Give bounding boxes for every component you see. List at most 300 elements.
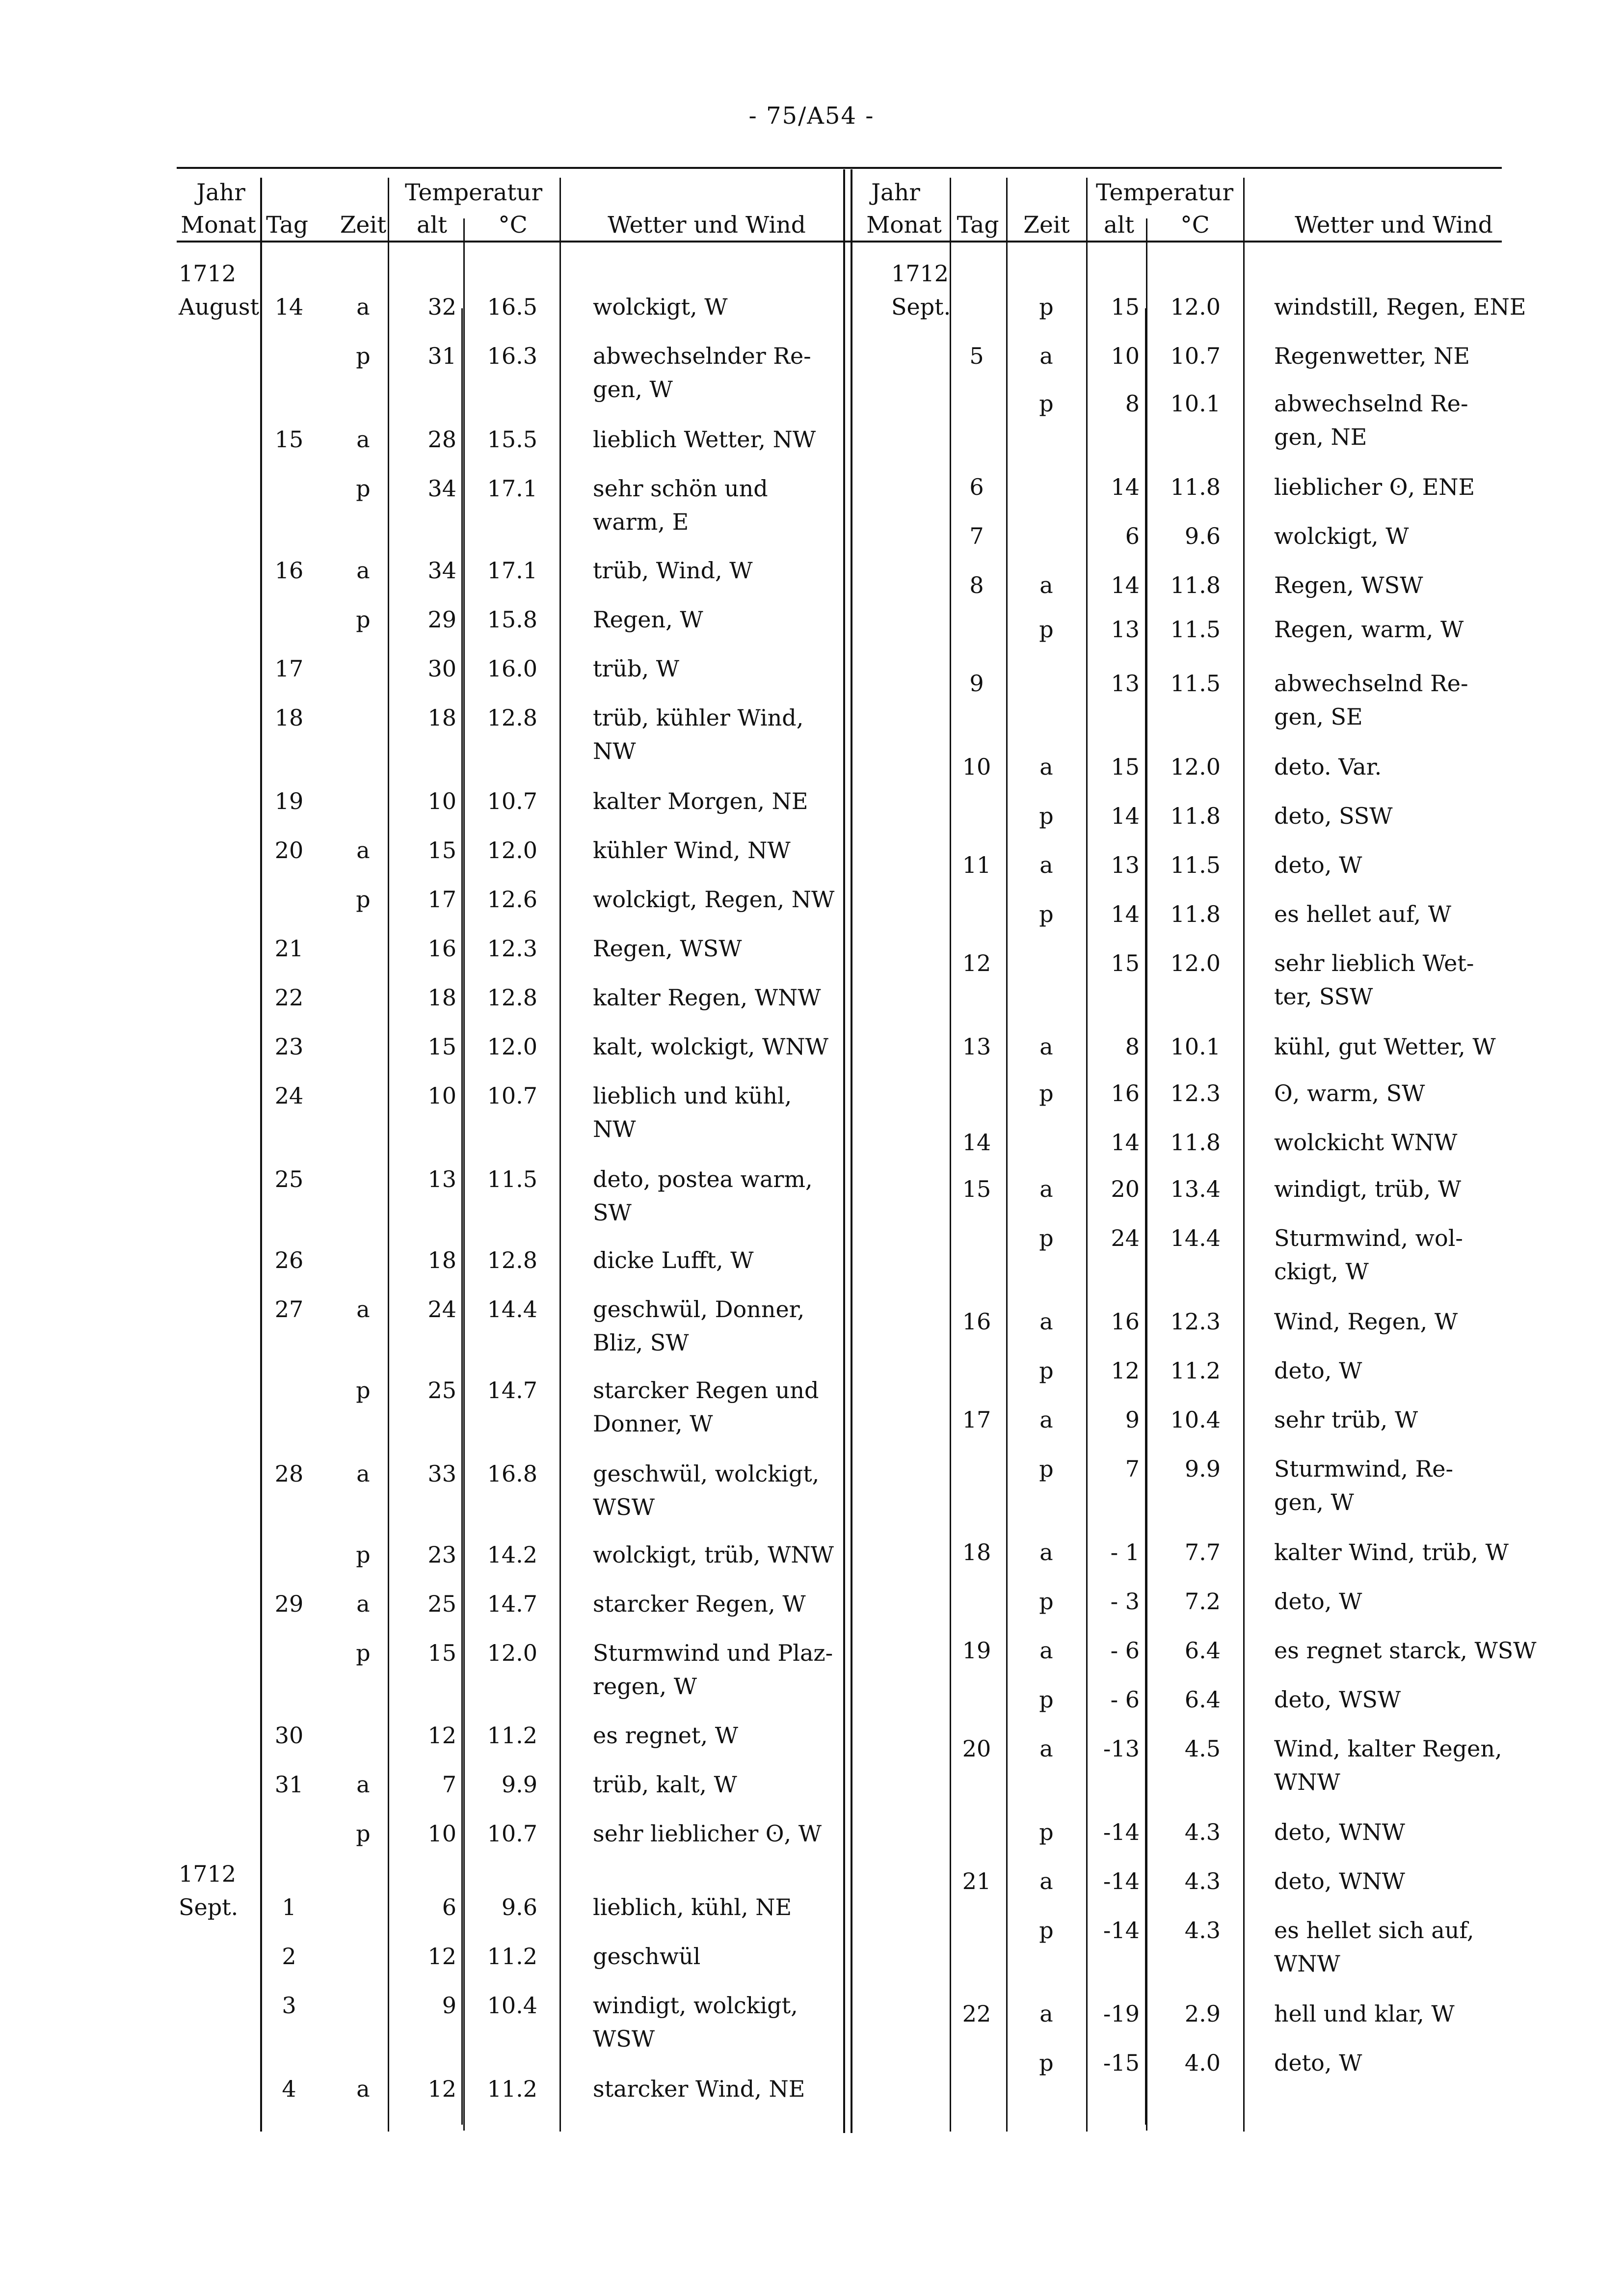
header-celsius: °C: [1180, 212, 1210, 239]
time-cell: p: [356, 1541, 371, 1568]
temp-celsius-cell: 11.2: [487, 1722, 537, 1749]
time-cell: a: [356, 1296, 370, 1323]
temp-split-rule: [463, 218, 465, 2131]
time-cell: a: [356, 2076, 370, 2102]
time-cell: a: [356, 1771, 370, 1798]
time-cell: p: [1039, 1917, 1054, 1944]
weather-wind-cell: sehr lieblicher ʘ, W: [593, 1820, 822, 1847]
weather-wind-cell: Sturmwind und Plaz-: [593, 1640, 833, 1666]
day-cell: 15: [274, 426, 304, 453]
alt-col-rule: [461, 308, 463, 2125]
temp-celsius-cell: 16.0: [487, 655, 537, 682]
temp-old-cell: -19: [1103, 2000, 1140, 2027]
weather-wind-cell: gen, SE: [1274, 703, 1363, 730]
day-cell: 7: [969, 523, 984, 549]
alt-col-rule: [1145, 308, 1146, 2125]
weather-wind-cell: trüb, Wind, W: [593, 557, 753, 584]
day-cell: 20: [962, 1735, 991, 1762]
temp-celsius-cell: 16.5: [487, 294, 537, 320]
temp-old-cell: 8: [1125, 390, 1140, 417]
day-cell: 29: [274, 1591, 304, 1617]
temp-old-cell: - 3: [1110, 1588, 1140, 1615]
column-rule: [559, 178, 561, 2132]
weather-wind-cell: abwechselnd Re-: [1274, 390, 1468, 417]
day-cell: 26: [274, 1247, 304, 1273]
weather-wind-cell: sehr schön und: [593, 475, 768, 502]
weather-wind-cell: deto, W: [1274, 2050, 1362, 2076]
weather-wind-cell: sehr trüb, W: [1274, 1406, 1418, 1433]
day-cell: 23: [274, 1033, 304, 1060]
weather-wind-cell: deto, W: [1274, 1588, 1362, 1615]
header-temperatur: Temperatur: [404, 179, 543, 206]
temp-old-cell: 33: [427, 1460, 456, 1487]
temp-celsius-cell: 11.5: [1170, 852, 1221, 878]
header-monat: Monat: [181, 212, 256, 239]
time-cell: a: [1039, 343, 1053, 369]
weather-wind-cell: deto, WNW: [1274, 1868, 1405, 1894]
temp-old-cell: 34: [427, 475, 456, 502]
time-cell: p: [1039, 1456, 1054, 1482]
temp-old-cell: 16: [1111, 1308, 1140, 1335]
day-cell: 18: [962, 1539, 991, 1566]
weather-wind-cell: SW: [593, 1199, 632, 1226]
temp-old-cell: 8: [1125, 1033, 1140, 1060]
temp-celsius-cell: 12.0: [487, 1033, 537, 1060]
weather-wind-cell: WNW: [1274, 1769, 1340, 1795]
header-zeit: Zeit: [340, 212, 387, 239]
temp-celsius-cell: 11.8: [1170, 803, 1221, 829]
weather-wind-cell: es hellet sich auf,: [1274, 1917, 1474, 1944]
column-rule: [388, 178, 389, 2132]
temp-old-cell: - 6: [1110, 1637, 1140, 1664]
time-cell: p: [1039, 1357, 1054, 1384]
temp-celsius-cell: 12.3: [1170, 1080, 1221, 1107]
time-cell: a: [1039, 1539, 1053, 1566]
temp-old-cell: -14: [1103, 1917, 1140, 1944]
weather-wind-cell: Regen, WSW: [1274, 572, 1423, 598]
day-cell: 8: [969, 572, 984, 598]
column-rule: [1006, 178, 1008, 2132]
temp-old-cell: 15: [1111, 950, 1140, 976]
time-cell: a: [1039, 852, 1053, 878]
day-cell: 1: [282, 1894, 296, 1920]
temp-old-cell: 6: [1125, 523, 1140, 549]
temp-old-cell: 10: [427, 788, 456, 814]
temp-old-cell: 25: [427, 1377, 456, 1404]
page-number: - 75/A54 -: [748, 102, 875, 130]
temp-celsius-cell: 7.7: [1184, 1539, 1221, 1566]
month-label: Sept.: [891, 294, 951, 320]
temp-old-cell: 12: [427, 2076, 456, 2102]
time-cell: p: [356, 475, 371, 502]
weather-wind-cell: lieblich und kühl,: [593, 1082, 792, 1109]
weather-wind-cell: abwechselnder Re-: [593, 343, 811, 369]
header-wetter: Wetter und Wind: [1295, 212, 1493, 239]
temp-celsius-cell: 10.1: [1170, 1033, 1221, 1060]
temp-celsius-cell: 10.1: [1170, 390, 1221, 417]
time-cell: a: [1039, 1308, 1053, 1335]
weather-wind-cell: regen, W: [593, 1673, 697, 1700]
weather-wind-cell: Bliz, SW: [593, 1329, 689, 1356]
day-cell: 10: [962, 754, 991, 780]
temp-celsius-cell: 10.4: [1170, 1406, 1221, 1433]
weather-wind-cell: geschwül, wolckigt,: [593, 1460, 820, 1487]
temp-celsius-cell: 4.0: [1184, 2050, 1221, 2076]
temp-old-cell: 10: [427, 1820, 456, 1847]
header-tag: Tag: [957, 212, 999, 239]
temp-old-cell: 18: [427, 704, 456, 731]
temp-celsius-cell: 12.3: [487, 935, 537, 962]
time-cell: p: [1039, 1819, 1054, 1845]
weather-wind-cell: Regen, W: [593, 606, 703, 633]
time-cell: p: [356, 1377, 371, 1404]
weather-wind-cell: wolckigt, Regen, NW: [593, 886, 835, 913]
temp-celsius-cell: 12.8: [487, 984, 537, 1011]
temp-old-cell: 15: [1111, 294, 1140, 320]
weather-wind-cell: wolckicht WNW: [1274, 1129, 1458, 1156]
weather-wind-cell: windigt, wolckigt,: [593, 1992, 798, 2019]
day-cell: 4: [282, 2076, 296, 2102]
temp-old-cell: 14: [1111, 901, 1140, 927]
day-cell: 12: [962, 950, 991, 976]
temp-old-cell: 16: [427, 935, 456, 962]
weather-wind-cell: wolckigt, trüb, WNW: [593, 1541, 834, 1568]
time-cell: p: [1039, 390, 1054, 417]
day-cell: 13: [962, 1033, 991, 1060]
temp-old-cell: 23: [427, 1541, 456, 1568]
day-cell: 14: [962, 1129, 991, 1156]
time-cell: a: [1039, 2000, 1053, 2027]
temp-old-cell: 15: [1111, 754, 1140, 780]
temp-old-cell: 17: [427, 886, 456, 913]
temp-old-cell: 14: [1111, 803, 1140, 829]
year-label: 1712: [891, 260, 949, 287]
month-label: Sept.: [179, 1894, 239, 1920]
weather-wind-cell: Regen, WSW: [593, 935, 742, 962]
day-cell: 22: [962, 2000, 991, 2027]
header-wetter: Wetter und Wind: [608, 212, 806, 239]
temp-celsius-cell: 9.9: [1184, 1456, 1221, 1482]
day-cell: 9: [969, 670, 984, 697]
weather-wind-cell: es hellet auf, W: [1274, 901, 1452, 927]
temp-celsius-cell: 11.5: [487, 1166, 537, 1192]
day-cell: 18: [274, 704, 304, 731]
time-cell: a: [1039, 1868, 1053, 1894]
temp-old-cell: 25: [427, 1591, 456, 1617]
time-cell: p: [1039, 901, 1054, 927]
temp-celsius-cell: 6.4: [1184, 1637, 1221, 1664]
temp-old-cell: 31: [427, 343, 456, 369]
temp-celsius-cell: 6.4: [1184, 1686, 1221, 1713]
temp-old-cell: 24: [1111, 1225, 1140, 1251]
temp-celsius-cell: 4.3: [1184, 1917, 1221, 1944]
header-alt: alt: [1104, 212, 1134, 239]
center-double-rule: [851, 169, 852, 2133]
weather-wind-cell: sehr lieblich Wet-: [1274, 950, 1474, 976]
day-cell: 15: [962, 1176, 991, 1202]
weather-wind-cell: kalter Wind, trüb, W: [1274, 1539, 1509, 1566]
header-tag: Tag: [266, 212, 308, 239]
time-cell: p: [1039, 1588, 1054, 1615]
weather-wind-cell: WSW: [593, 2026, 655, 2052]
temp-old-cell: 13: [1111, 670, 1140, 697]
weather-wind-cell: dicke Lufft, W: [593, 1247, 754, 1273]
time-cell: a: [1039, 1406, 1053, 1433]
time-cell: p: [356, 1820, 371, 1847]
temp-celsius-cell: 13.4: [1170, 1176, 1221, 1202]
day-cell: 2: [282, 1943, 296, 1970]
temp-old-cell: -14: [1103, 1819, 1140, 1845]
temp-old-cell: 15: [427, 837, 456, 864]
day-cell: 27: [274, 1296, 304, 1323]
weather-wind-cell: trüb, kühler Wind,: [593, 704, 804, 731]
weather-wind-cell: starcker Regen und: [593, 1377, 819, 1404]
day-cell: 30: [274, 1722, 304, 1749]
weather-wind-cell: lieblicher ʘ, ENE: [1274, 474, 1475, 500]
weather-wind-cell: trüb, W: [593, 655, 680, 682]
time-cell: a: [356, 294, 370, 320]
temp-old-cell: 12: [1111, 1357, 1140, 1384]
weather-wind-cell: es regnet starck, WSW: [1274, 1637, 1537, 1664]
temp-celsius-cell: 15.8: [487, 606, 537, 633]
day-cell: 31: [274, 1771, 304, 1798]
day-cell: 5: [969, 343, 984, 369]
weather-wind-cell: geschwül, Donner,: [593, 1296, 805, 1323]
weather-wind-cell: starcker Wind, NE: [593, 2076, 805, 2102]
weather-wind-cell: Wind, kalter Regen,: [1274, 1735, 1502, 1762]
temp-celsius-cell: 14.7: [487, 1377, 537, 1404]
weather-wind-cell: Donner, W: [593, 1410, 713, 1437]
temp-celsius-cell: 16.8: [487, 1460, 537, 1487]
weather-wind-cell: hell und klar, W: [1274, 2000, 1455, 2027]
weather-wind-cell: deto, WSW: [1274, 1686, 1401, 1713]
time-cell: a: [1039, 1735, 1053, 1762]
temp-celsius-cell: 10.7: [487, 788, 537, 814]
temp-old-cell: - 6: [1110, 1686, 1140, 1713]
weather-wind-cell: deto. Var.: [1274, 754, 1382, 780]
temp-old-cell: -13: [1103, 1735, 1140, 1762]
temp-old-cell: - 1: [1110, 1539, 1140, 1566]
weather-wind-cell: Sturmwind, wol-: [1274, 1225, 1463, 1251]
time-cell: p: [1039, 803, 1054, 829]
header-zeit: Zeit: [1023, 212, 1070, 239]
top-rule: [177, 167, 1502, 169]
time-cell: a: [1039, 754, 1053, 780]
day-cell: 17: [274, 655, 304, 682]
weather-wind-cell: WSW: [593, 1494, 655, 1520]
temp-celsius-cell: 10.4: [487, 1992, 537, 2019]
weather-wind-cell: gen, W: [1274, 1489, 1354, 1515]
time-cell: a: [356, 557, 370, 584]
weather-wind-cell: lieblich, kühl, NE: [593, 1894, 792, 1920]
time-cell: p: [356, 606, 371, 633]
temp-old-cell: 24: [427, 1296, 456, 1323]
temp-celsius-cell: 10.7: [1170, 343, 1221, 369]
weather-wind-cell: windstill, Regen, ENE: [1274, 294, 1526, 320]
weather-wind-cell: kalt, wolckigt, WNW: [593, 1033, 828, 1060]
weather-wind-cell: starcker Regen, W: [593, 1591, 806, 1617]
weather-wind-cell: kalter Regen, WNW: [593, 984, 821, 1011]
time-cell: p: [1039, 294, 1054, 320]
weather-wind-cell: abwechselnd Re-: [1274, 670, 1468, 697]
time-cell: p: [1039, 2050, 1054, 2076]
header-celsius: °C: [498, 212, 528, 239]
temp-celsius-cell: 9.6: [501, 1894, 537, 1920]
header-temperatur: Temperatur: [1095, 179, 1234, 206]
header-jahr: Jahr: [871, 179, 920, 206]
weather-wind-cell: deto, W: [1274, 1357, 1362, 1384]
day-cell: 19: [274, 788, 304, 814]
temp-old-cell: 13: [1111, 616, 1140, 643]
temp-old-cell: 12: [427, 1722, 456, 1749]
temp-celsius-cell: 11.5: [1170, 616, 1221, 643]
time-cell: a: [1039, 572, 1053, 598]
temp-celsius-cell: 11.8: [1170, 1129, 1221, 1156]
temp-celsius-cell: 11.2: [487, 2076, 537, 2102]
temp-celsius-cell: 4.5: [1184, 1735, 1221, 1762]
temp-old-cell: 14: [1111, 1129, 1140, 1156]
temp-celsius-cell: 11.2: [487, 1943, 537, 1970]
day-cell: 22: [274, 984, 304, 1011]
day-cell: 28: [274, 1460, 304, 1487]
weather-wind-cell: wolckigt, W: [1274, 523, 1409, 549]
temp-celsius-cell: 14.4: [1170, 1225, 1221, 1251]
weather-wind-cell: gen, NE: [1274, 424, 1367, 450]
temp-celsius-cell: 14.7: [487, 1591, 537, 1617]
temp-old-cell: 13: [1111, 852, 1140, 878]
temp-old-cell: -14: [1103, 1868, 1140, 1894]
day-cell: 6: [969, 474, 984, 500]
temp-celsius-cell: 11.8: [1170, 474, 1221, 500]
time-cell: a: [1039, 1033, 1053, 1060]
temp-celsius-cell: 4.3: [1184, 1819, 1221, 1845]
temp-celsius-cell: 7.2: [1184, 1588, 1221, 1615]
temp-old-cell: 28: [427, 426, 456, 453]
temp-celsius-cell: 17.1: [487, 475, 537, 502]
weather-wind-cell: deto, W: [1274, 852, 1362, 878]
temp-old-cell: 15: [427, 1640, 456, 1666]
day-cell: 17: [962, 1406, 991, 1433]
temp-celsius-cell: 11.8: [1170, 572, 1221, 598]
time-cell: a: [356, 1460, 370, 1487]
weather-wind-cell: lieblich Wetter, NW: [593, 426, 816, 453]
weather-wind-cell: warm, E: [593, 509, 689, 535]
temp-celsius-cell: 11.5: [1170, 670, 1221, 697]
weather-wind-cell: Regenwetter, NE: [1274, 343, 1470, 369]
temp-old-cell: 7: [442, 1771, 456, 1798]
temp-old-cell: 12: [427, 1943, 456, 1970]
weather-wind-cell: geschwül: [593, 1943, 701, 1970]
temp-old-cell: -15: [1103, 2050, 1140, 2076]
temp-celsius-cell: 15.5: [487, 426, 537, 453]
temp-old-cell: 6: [442, 1894, 456, 1920]
weather-wind-cell: trüb, kalt, W: [593, 1771, 737, 1798]
weather-wind-cell: ʘ, warm, SW: [1274, 1080, 1425, 1107]
column-rule: [1243, 178, 1245, 2132]
time-cell: p: [1039, 616, 1054, 643]
temp-celsius-cell: 12.0: [1170, 294, 1221, 320]
header-jahr: Jahr: [196, 179, 245, 206]
weather-wind-cell: kalter Morgen, NE: [593, 788, 808, 814]
time-cell: p: [1039, 1225, 1054, 1251]
temp-old-cell: 7: [1125, 1456, 1140, 1482]
weather-wind-cell: deto, postea warm,: [593, 1166, 813, 1192]
weather-wind-cell: deto, SSW: [1274, 803, 1393, 829]
temp-old-cell: 16: [1111, 1080, 1140, 1107]
day-cell: 16: [274, 557, 304, 584]
weather-wind-cell: es regnet, W: [593, 1722, 738, 1749]
temp-old-cell: 9: [1125, 1406, 1140, 1433]
day-cell: 11: [962, 852, 991, 878]
weather-wind-cell: Regen, warm, W: [1274, 616, 1464, 643]
time-cell: a: [1039, 1637, 1053, 1664]
time-cell: p: [1039, 1080, 1054, 1107]
time-cell: a: [1039, 1176, 1053, 1202]
header-rule: [177, 241, 1502, 243]
temp-celsius-cell: 14.2: [487, 1541, 537, 1568]
temp-celsius-cell: 2.9: [1184, 2000, 1221, 2027]
temp-celsius-cell: 12.0: [1170, 950, 1221, 976]
temp-old-cell: 14: [1111, 474, 1140, 500]
weather-wind-cell: kühler Wind, NW: [593, 837, 791, 864]
header-monat: Monat: [866, 212, 942, 239]
day-cell: 14: [274, 294, 304, 320]
year-label: 1712: [179, 1861, 237, 1887]
temp-celsius-cell: 12.0: [487, 837, 537, 864]
temp-old-cell: 18: [427, 984, 456, 1011]
temp-celsius-cell: 11.8: [1170, 901, 1221, 927]
temp-celsius-cell: 12.8: [487, 704, 537, 731]
temp-celsius-cell: 10.7: [487, 1820, 537, 1847]
temp-celsius-cell: 17.1: [487, 557, 537, 584]
weather-wind-cell: NW: [593, 1116, 636, 1142]
day-cell: 16: [962, 1308, 991, 1335]
header-alt: alt: [417, 212, 447, 239]
temp-old-cell: 18: [427, 1247, 456, 1273]
temp-old-cell: 32: [427, 294, 456, 320]
day-cell: 20: [274, 837, 304, 864]
center-double-rule: [843, 169, 845, 2133]
temp-celsius-cell: 9.6: [1184, 523, 1221, 549]
weather-wind-cell: deto, WNW: [1274, 1819, 1405, 1845]
day-cell: 25: [274, 1166, 304, 1192]
temp-celsius-cell: 16.3: [487, 343, 537, 369]
day-cell: 19: [962, 1637, 991, 1664]
weather-wind-cell: windigt, trüb, W: [1274, 1176, 1462, 1202]
weather-wind-cell: ter, SSW: [1274, 983, 1373, 1010]
time-cell: p: [356, 1640, 371, 1666]
temp-old-cell: 14: [1111, 572, 1140, 598]
temp-celsius-cell: 12.3: [1170, 1308, 1221, 1335]
temp-old-cell: 9: [442, 1992, 456, 2019]
weather-wind-cell: gen, W: [593, 376, 673, 403]
weather-wind-cell: WNW: [1274, 1950, 1340, 1977]
month-label: August: [179, 294, 260, 320]
time-cell: p: [356, 886, 371, 913]
weather-wind-cell: NW: [593, 738, 636, 764]
column-rule: [260, 178, 262, 2132]
temp-old-cell: 10: [1111, 343, 1140, 369]
day-cell: 21: [274, 935, 304, 962]
temp-celsius-cell: 4.3: [1184, 1868, 1221, 1894]
year-label: 1712: [179, 260, 237, 287]
weather-wind-cell: wolckigt, W: [593, 294, 728, 320]
temp-old-cell: 30: [427, 655, 456, 682]
time-cell: a: [356, 426, 370, 453]
temp-old-cell: 13: [427, 1166, 456, 1192]
day-cell: 21: [962, 1868, 991, 1894]
time-cell: p: [356, 343, 371, 369]
